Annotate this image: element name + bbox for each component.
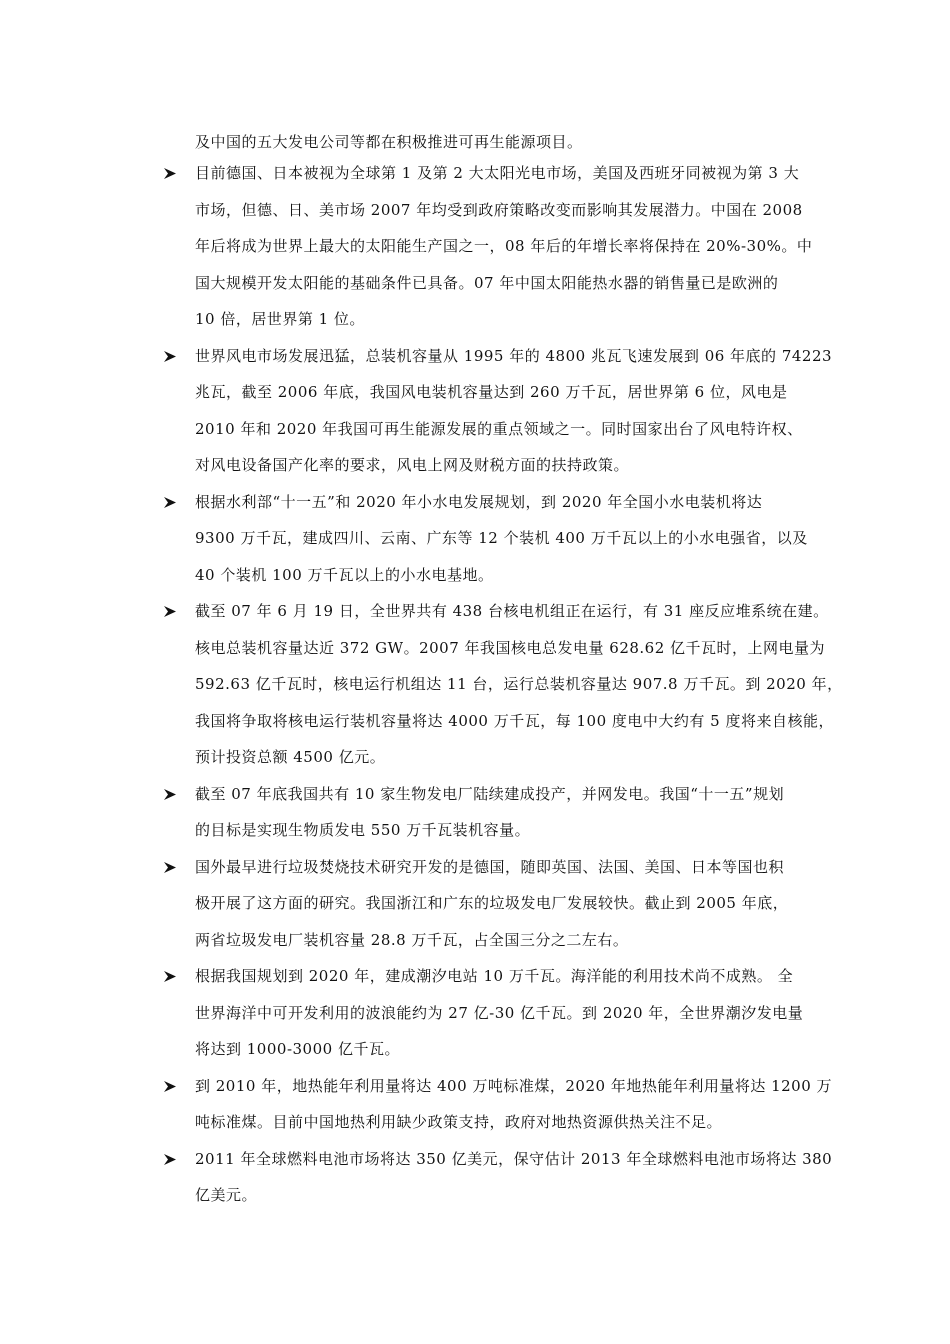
- paragraph-line: 亿美元。: [195, 1186, 258, 1204]
- paragraph-line: 的目标是实现生物质发电 550 万千瓦装机容量。: [195, 821, 531, 839]
- arrowhead-bullet-icon: [164, 971, 176, 982]
- paragraph-line: 市场，但德、日、美市场 2007 年均受到政府策略改变而影响其发展潜力。中国在 2008: [195, 200, 803, 219]
- paragraph-line: 极开展了这方面的研究。我国浙江和广东的垃圾发电厂发展较快。截止到 2005 年底，: [195, 894, 789, 912]
- arrowhead-bullet-icon: [164, 1154, 176, 1165]
- paragraph-line: 10 倍，居世界第 1 位。: [195, 310, 365, 328]
- paragraph-line: 我国将争取将核电运行装机容量将达 4000 万千瓦，每 100 度电中大约有 5 度将来自核能，: [195, 711, 834, 730]
- paragraph-line: 到 2010 年，地热能年利用量将达 400 万吨标准煤，2020 年地热能年利用量将达 1200 万: [195, 1076, 833, 1095]
- bullet-item-hydro: [158, 484, 858, 594]
- arrowhead-bullet-icon: [164, 351, 176, 362]
- paragraph-line: 截至 07 年 6 月 19 日，全世界共有 438 台核电机组正在运行，有 31 座反应堆系统在建。: [195, 602, 829, 620]
- paragraph-line: 国大规模开发太阳能的基础条件已具备。07 年中国太阳能热水器的销售量已是欧洲的: [195, 273, 779, 292]
- paragraph-line: 兆瓦，截至 2006 年底，我国风电装机容量达到 260 万千瓦，居世界第 6 位，风电是: [195, 383, 788, 401]
- paragraph-line: 吨标准煤。目前中国地热利用缺少政策支持，政府对地热资源供热关注不足。: [195, 1113, 723, 1131]
- paragraph-line: 2011 年全球燃料电池市场将达 350 亿美元，保守估计 2013 年全球燃料电池市场将达 380: [195, 1149, 833, 1168]
- bullet-item-biomass: [158, 776, 858, 849]
- bullet-item-fuel-cell: [158, 1141, 858, 1214]
- paragraph-line: 根据水利部“十一五”和 2020 年小水电发展规划，到 2020 年全国小水电装机将达: [195, 492, 763, 511]
- paragraph-line: 世界海洋中可开发利用的波浪能约为 27 亿-30 亿千瓦。到 2020 年，全世界潮汐发电量: [195, 1003, 804, 1022]
- paragraph-line: 40 个装机 100 万千瓦以上的小水电基地。: [195, 565, 494, 584]
- paragraph-line: 对风电设备国产化率的要求，风电上网及财税方面的扶持政策。: [195, 456, 630, 474]
- paragraph-line: 2010 年和 2020 年我国可再生能源发展的重点领域之一。同时国家出台了风电特许权、: [195, 419, 803, 438]
- paragraph-line: 目前德国、日本被视为全球第 1 及第 2 大太阳光电市场，美国及西班牙同被视为第 3 大: [195, 164, 800, 182]
- bullet-item-ocean: [158, 958, 858, 1068]
- bullet-item-solar: [158, 155, 858, 338]
- bullet-item-geothermal: [158, 1068, 858, 1141]
- paragraph-line: 预计投资总额 4500 亿元。: [195, 748, 386, 766]
- paragraph-line: 根据我国规划到 2020 年，建成潮汐电站 10 万千瓦。海洋能的利用技术尚不成熟。 全: [195, 967, 794, 985]
- bullet-list: [158, 155, 858, 1214]
- paragraph-line: 世界风电市场发展迅猛，总装机容量从 1995 年的 4800 兆瓦飞速发展到 06 年底的 74223: [195, 346, 833, 365]
- bullet-item-wind: [158, 338, 858, 484]
- paragraph-line: 592.63 亿千瓦时，核电运行机组达 11 台，运行总装机容量达 907.8 万千瓦。到 2020 年，: [195, 675, 843, 693]
- paragraph-line: 将达到 1000-3000 亿千瓦。: [195, 1040, 400, 1058]
- bullet-item-waste: [158, 849, 858, 959]
- paragraph-line: 核电总装机容量达近 372 GW。2007 年我国核电总发电量 628.62 亿千瓦时，上网电量为: [195, 638, 826, 657]
- paragraph-line: 两省垃圾发电厂装机容量 28.8 万千瓦，占全国三分之二左右。: [195, 930, 629, 949]
- bullet-item-nuclear: [158, 593, 858, 776]
- paragraph-line: 国外最早进行垃圾焚烧技术研究开发的是德国，随即英国、法国、美国、日本等国也积: [195, 857, 785, 876]
- paragraph-line: 截至 07 年底我国共有 10 家生物发电厂陆续建成投产，并网发电。我国“十一五”规划: [195, 784, 785, 803]
- arrowhead-bullet-icon: [164, 789, 176, 800]
- paragraph-line: 年后将成为世界上最大的太阳能生产国之一，08 年后的年增长率将保持在 20%-30%。中: [195, 237, 813, 255]
- arrowhead-bullet-icon: [164, 606, 176, 617]
- paragraph-line: 9300 万千瓦，建成四川、云南、广东等 12 个装机 400 万千瓦以上的小水电强省，以及: [195, 529, 808, 547]
- arrowhead-bullet-icon: [164, 1081, 176, 1092]
- intro-line: 及中国的五大发电公司等都在积极推进可再生能源项目。: [195, 133, 583, 151]
- arrowhead-bullet-icon: [164, 168, 176, 179]
- arrowhead-bullet-icon: [164, 497, 176, 508]
- arrowhead-bullet-icon: [164, 862, 176, 873]
